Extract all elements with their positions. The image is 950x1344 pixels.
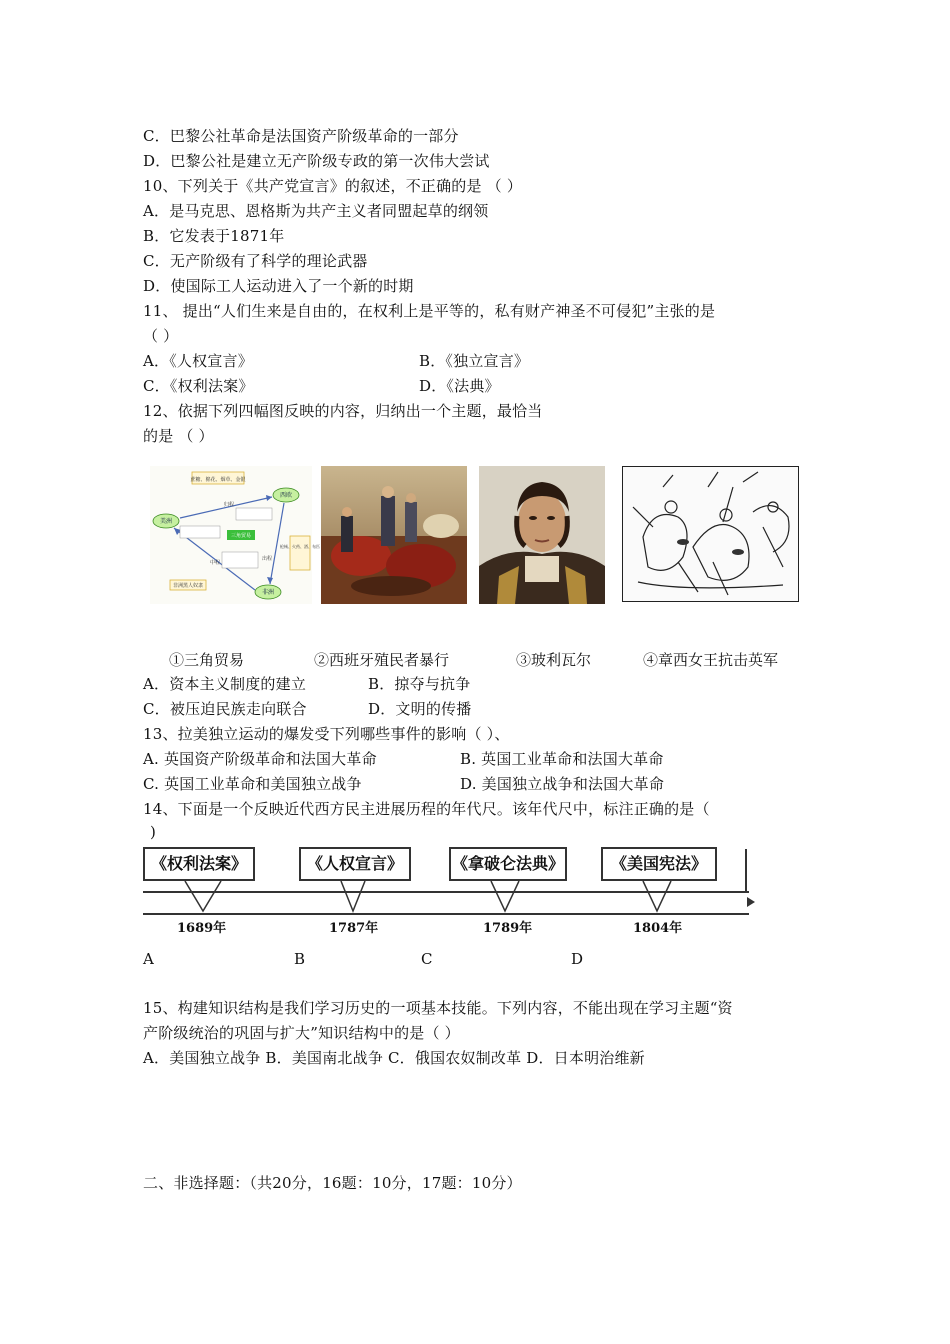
timeline-year-3: 1789年: [483, 921, 533, 936]
q15-stem-cont: 产阶级统治的巩固与扩大”知识结构中的是（ ）: [143, 1024, 460, 1042]
caption-4: ④章西女王抗击英军: [643, 651, 779, 669]
timeline-box-2: 《人权宣言》: [299, 847, 411, 881]
timeline-year-4: 1804年: [633, 921, 683, 936]
goods-right-label: 枪械、火药、酒、布匹: [280, 544, 320, 549]
caption-2: ②西班牙殖民者暴行: [314, 651, 450, 669]
q12-option-b: B．掠夺与抗争: [368, 675, 471, 693]
q9-option-d: D．巴黎公社是建立无产阶级专政的第一次伟大尝试: [143, 152, 490, 170]
caption-1: ①三角贸易: [169, 651, 245, 669]
q13-stem: 13、拉美独立运动的爆发受下列哪些事件的影响（ ）、: [143, 725, 510, 743]
timeline-letter-b: B: [294, 950, 306, 968]
return-label: 归程: [224, 502, 235, 508]
middle-label: 中程: [210, 560, 221, 566]
timeline: [143, 845, 753, 940]
q9-option-c: C．巴黎公社革命是法国资产阶级革命的一部分: [143, 127, 459, 145]
q10-option-a: A．是马克思、恩格斯为共产主义者同盟起草的纲领: [143, 202, 489, 220]
spanish-colonizer-painting: [321, 466, 467, 604]
rani-of-jhansi-drawing: [622, 466, 799, 602]
caption-3: ③玻利瓦尔: [516, 651, 592, 669]
africa-label: 非洲: [261, 589, 275, 596]
q13-option-d: D. 美国独立战争和法国大革命: [460, 775, 665, 793]
timeline-letter-c: C: [421, 950, 433, 968]
timeline-box-1: 《权利法案》: [143, 847, 255, 881]
timeline-year-1: 1689年: [177, 921, 227, 936]
outward-label: 出程: [262, 556, 273, 562]
q11-option-b: B．《独立宣言》: [419, 352, 530, 370]
europe-label: 西欧: [279, 492, 293, 499]
timeline-box-3: 《拿破仑法典》: [449, 847, 567, 881]
q12-stem: 12、依据下列四幅图反映的内容，归纳出一个主题，最恰当: [143, 402, 543, 420]
timeline-year-2: 1787年: [329, 921, 379, 936]
q10-option-c: C．无产阶级有了科学的理论武器: [143, 252, 368, 270]
q11-option-c: C．《权利法案》: [143, 377, 254, 395]
q15-options: A．美国独立战争 B．美国南北战争 C．俄国农奴制改革 D．日本明治维新: [143, 1049, 645, 1067]
q10-option-d: D．使国际工人运动进入了一个新的时期: [143, 277, 414, 295]
q12-option-c: C．被压迫民族走向联合: [143, 700, 307, 718]
timeline-box-4: 《美国宪法》: [601, 847, 717, 881]
slaves-label: 非洲黑人奴隶: [172, 583, 204, 589]
q13-option-b: B. 英国工业革命和法国大革命: [460, 750, 664, 768]
q11-option-a: A．《人权宣言》: [143, 352, 253, 370]
goods-top-label: 蔗糖、棉花、烟草、金银: [190, 477, 246, 483]
q13-option-a: A. 英国资产阶级革命和法国大革命: [143, 750, 377, 768]
q10-option-b: B．它发表于1871年: [143, 227, 285, 245]
q15-stem: 15、构建知识结构是我们学习历史的一项基本技能。下列内容，不能出现在学习主题“资: [143, 999, 733, 1017]
q11-option-d: D．《法典》: [419, 377, 500, 395]
america-label: 美洲: [159, 518, 173, 525]
q12-option-a: A．资本主义制度的建立: [143, 675, 307, 693]
bolivar-portrait: [479, 466, 605, 604]
q12-stem-cont: 的是 （ ）: [143, 427, 214, 445]
timeline-letter-d: D: [571, 950, 584, 968]
q14-stem: 14、下面是一个反映近代西方民主进展历程的年代尺。该年代尺中，标注正确的是（: [143, 800, 710, 818]
center-label: 三角贸易: [230, 533, 252, 539]
triangle-trade-diagram: [150, 466, 320, 604]
timeline-letter-a: A: [143, 950, 154, 968]
q10-stem: 10、下列关于《共产党宣言》的叙述，不正确的是 （ ）: [143, 177, 523, 195]
q13-option-c: C. 英国工业革命和美国独立战争: [143, 775, 362, 793]
q14-bracket: ): [150, 823, 157, 841]
section-2-heading: 二、非选择题：（共20分，16题：10分，17题：10分）: [143, 1174, 522, 1192]
q11-stem: 11、 提出“人们生来是自由的，在权利上是平等的，私有财产神圣不可侵犯”主张的是: [143, 302, 716, 320]
q12-option-d: D．文明的传播: [368, 700, 472, 718]
q11-bracket: （ ）: [143, 327, 179, 345]
